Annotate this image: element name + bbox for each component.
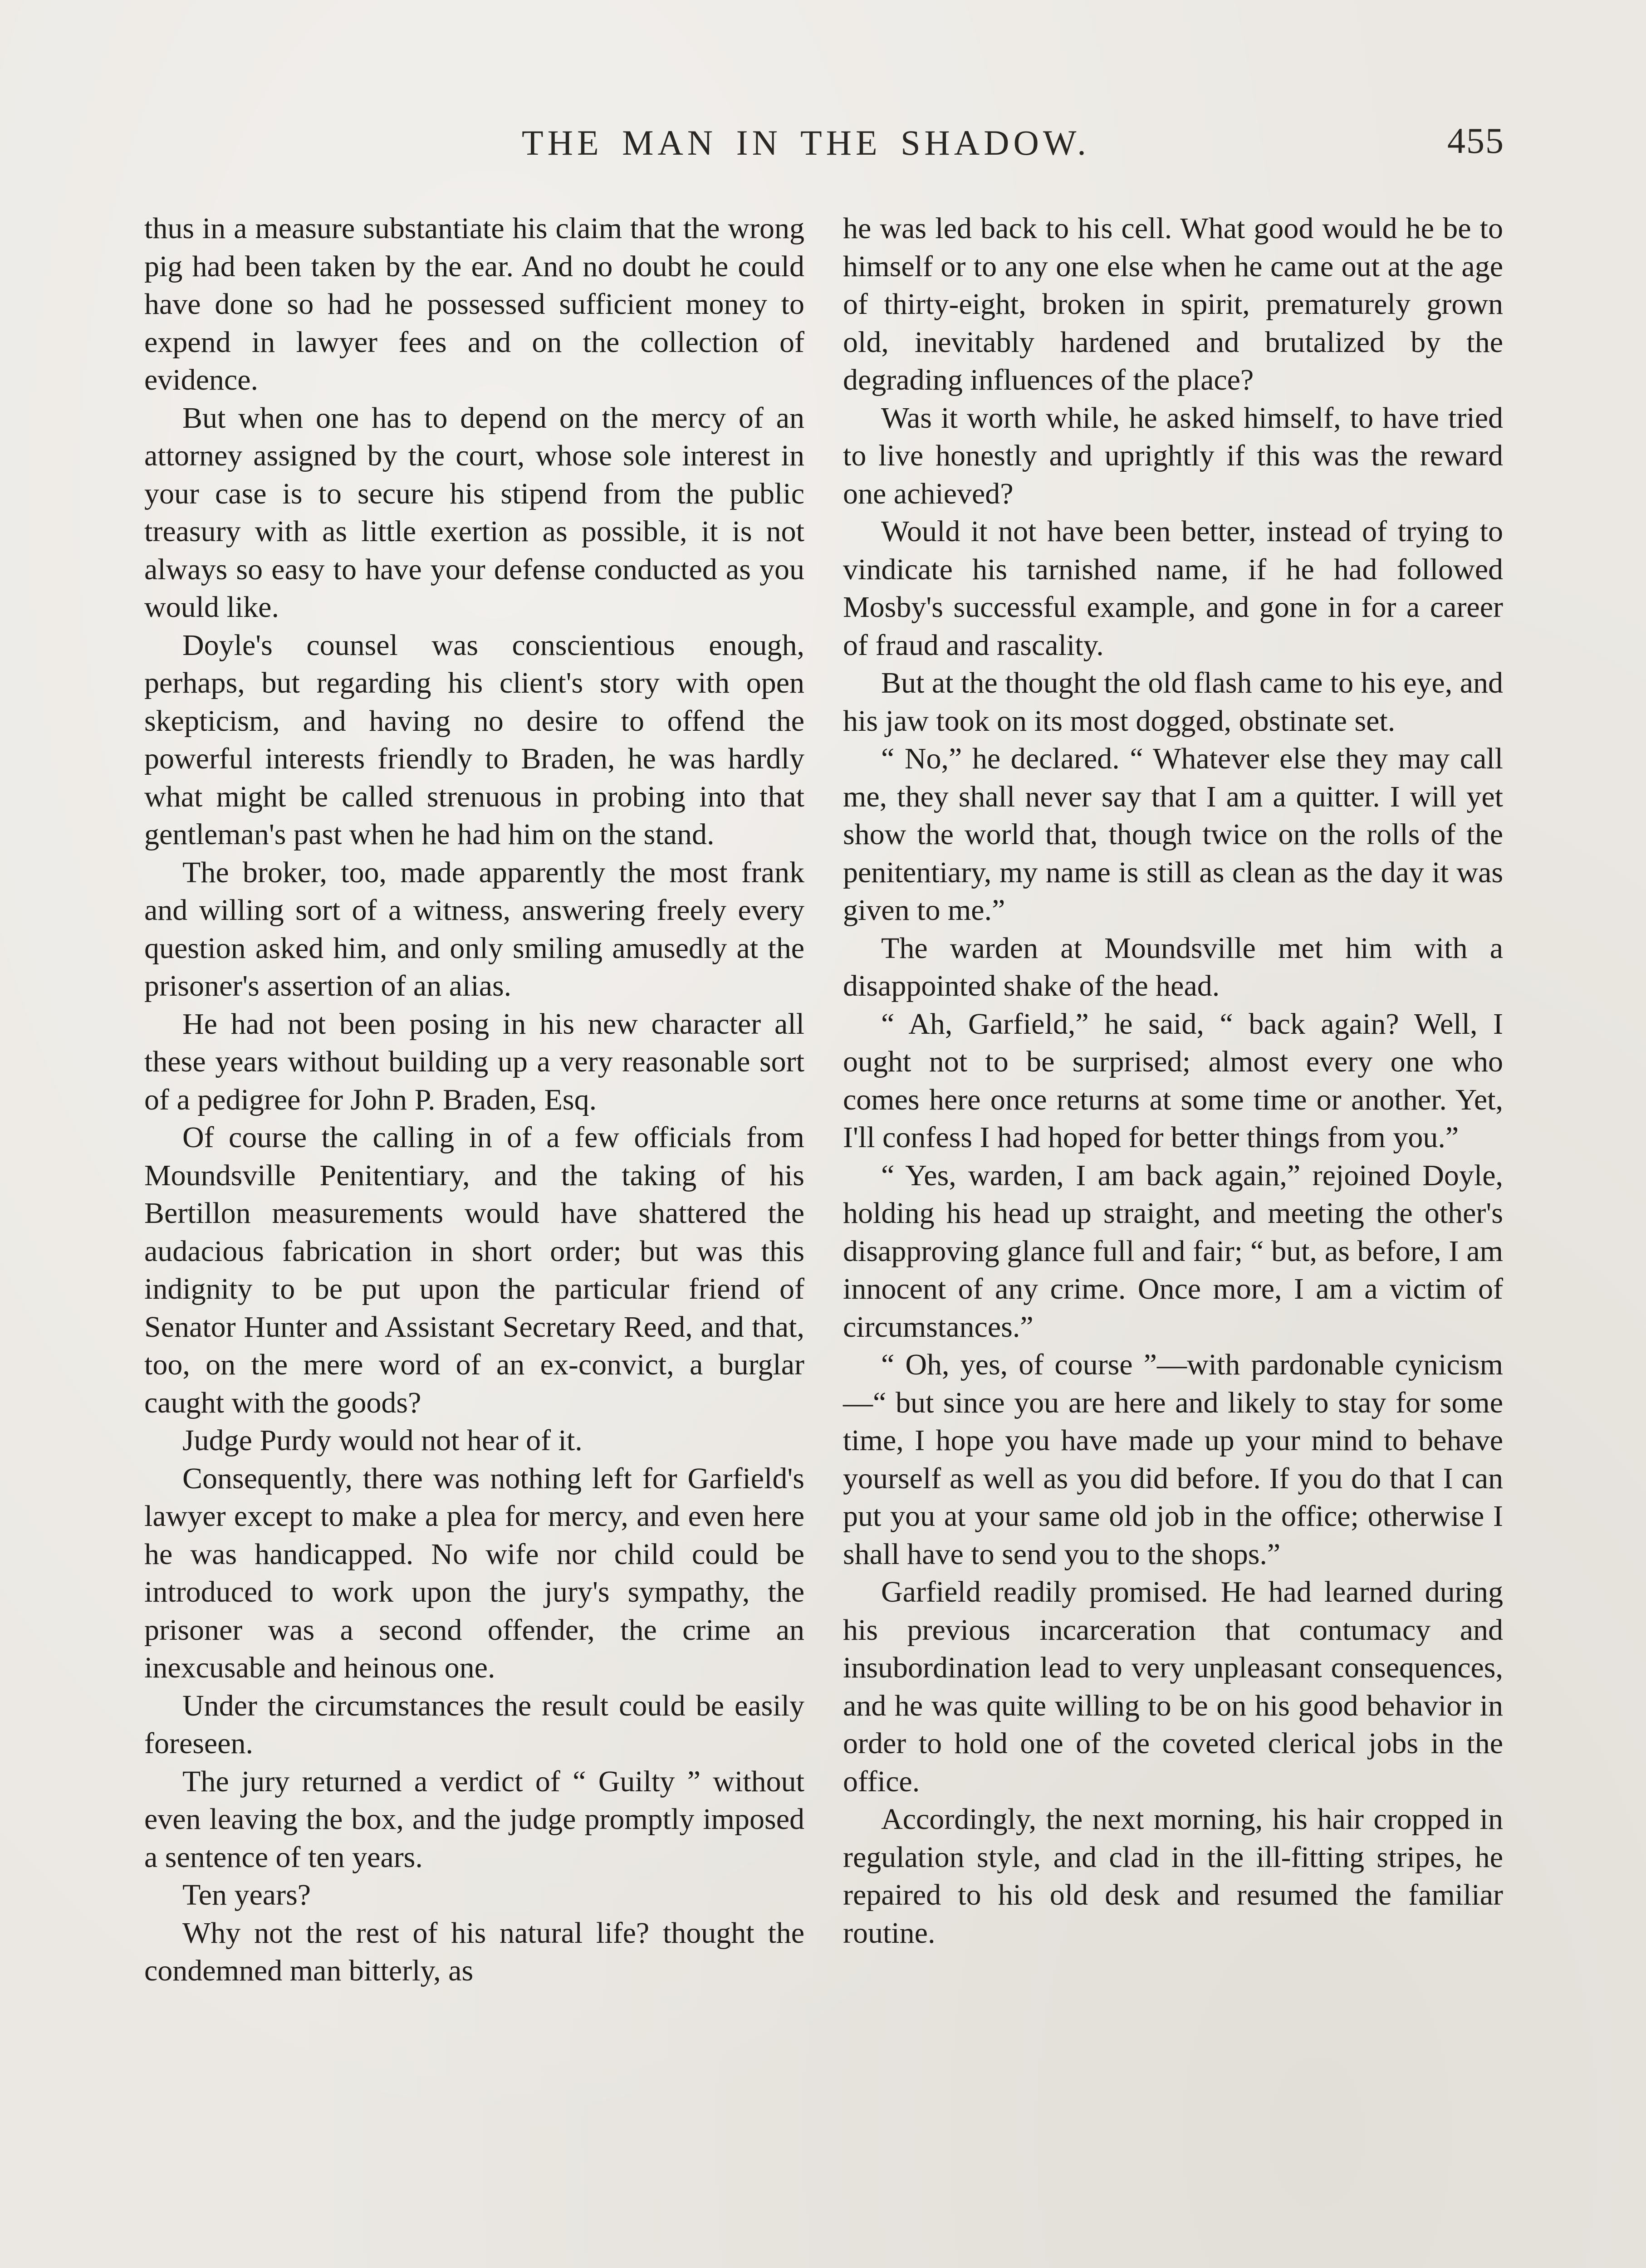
paragraph: But when one has to depend on the mercy of an attorney assigned by the court, whose sole interest in your case is to secure his stipend from the public treasury with as little exertion as possible, it is not always so easy to have your defense conducted as you would like. <box>144 401 804 624</box>
paragraph: “ Yes, warden, I am back again,” rejoined Doyle, holding his head up straight, and meeting the other's disapproving glance full and fair; “ but, as before, I am innocent of any crime. Once more, I am a victim of circumstances.” <box>843 1158 1503 1344</box>
paragraph: “ Ah, Garfield,” he said, “ back again? Well, I ought not to be surprised; almost every one who comes here once returns at some time or another. Yet, I'll confess I had hoped for better things from you.” <box>843 1007 1503 1154</box>
paragraph: The warden at Moundsville met him with a disappointed shake of the head. <box>843 931 1503 1002</box>
paragraph: He had not been posing in his new character all these years without building up a very reasonable sort of a pedigree for John P. Braden, Esq. <box>144 1007 804 1116</box>
paragraph: “ Oh, yes, of course ”—with pardonable cynicism—“ but since you are here and likely to stay for some time, I hope you have made up your mind to behave yourself as well as you did before. If you do that I can put you at your same old job in the office; otherwise I shall have to send you to the shops.” <box>843 1348 1503 1571</box>
paragraph: Would it not have been better, instead of trying to vindicate his tarnished name, if he had followed Mosby's successful example, and gone in for a career of fraud and rascality. <box>843 515 1503 662</box>
paragraph: The jury returned a verdict of “ Guilty ” without even leaving the box, and the judge promptly imposed a sentence of ten years. <box>144 1765 804 1874</box>
page-number: 455 <box>1447 121 1504 161</box>
paragraph: he was led back to his cell. What good would he be to himself or to any one else when he came out at the age of thirty-eight, broken in spirit, prematurely grown old, inevitably hardened and brutalized by the degrading influences of the place? <box>843 212 1503 396</box>
paragraph: Judge Purdy would not hear of it. <box>182 1424 583 1457</box>
paragraph: Ten years? <box>182 1878 311 1911</box>
left-text-column <box>144 210 804 1990</box>
paragraph: Doyle's counsel was conscientious enough, perhaps, but regarding his client's story with open skepticism, and having no desire to offend the powerful interests friendly to Braden, he was hardly what might be called strenuous in probing into that gentleman's past when he had him on the stand. <box>144 628 804 851</box>
paragraph: Accordingly, the next morning, his hair cropped in regulation style, and clad in the ill-fitting stripes, he repaired to his old desk and resumed the familiar routine. <box>843 1803 1503 1950</box>
paragraph: Was it worth while, he asked himself, to have tried to live honestly and uprightly if this was the reward one achieved? <box>843 401 1503 510</box>
right-text-column <box>843 210 1503 1952</box>
paragraph: “ No,” he declared. “ Whatever else they may call me, they shall never say that I am a quitter. I will yet show the world that, though twice on the rolls of the penitentiary, my name is still as clean as the day it was given to me.” <box>843 742 1503 927</box>
paragraph: Garfield readily promised. He had learned during his previous incarceration that contumacy and insubordination lead to very unpleasant consequences, and he was quite willing to be on his good behavior in order to hold one of the coveted clerical jobs in the office. <box>843 1575 1503 1798</box>
paragraph: Of course the calling in of a few officials from Moundsville Penitentiary, and the taking of his Bertillon measurements would have shattered the audacious fabrication in short order; but was this indignity to be put upon the particular friend of Senator Hunter and Assistant Secretary Reed, and that, too, on the mere word of an ex-convict, a burglar caught with the goods? <box>144 1121 804 1419</box>
paragraph: Consequently, there was nothing left for Garfield's lawyer except to make a plea for mercy, and even here he was handicapped. No wife nor child could be introduced to work upon the jury's sympathy, the prisoner was a second offender, the crime an inexcusable and heinous one. <box>144 1461 804 1684</box>
paragraph: thus in a measure substantiate his claim that the wrong pig had been taken by the ear. And no doubt he could have done so had he possessed sufficient money to expend in lawyer fees and on the collection of evidence. <box>144 212 804 396</box>
paragraph: The broker, too, made apparently the most frank and willing sort of a witness, answering freely every question asked him, and only smiling amusedly at the prisoner's assertion of an alias. <box>144 855 804 1002</box>
paragraph: Under the circumstances the result could be easily foreseen. <box>144 1689 804 1760</box>
running-title: THE MAN IN THE SHADOW. <box>522 123 1090 162</box>
paragraph: Why not the rest of his natural life? thought the condemned man bitterly, as <box>144 1916 804 1987</box>
paragraph: But at the thought the old flash came to his eye, and his jaw took on its most dogged, obstinate set. <box>843 666 1504 738</box>
